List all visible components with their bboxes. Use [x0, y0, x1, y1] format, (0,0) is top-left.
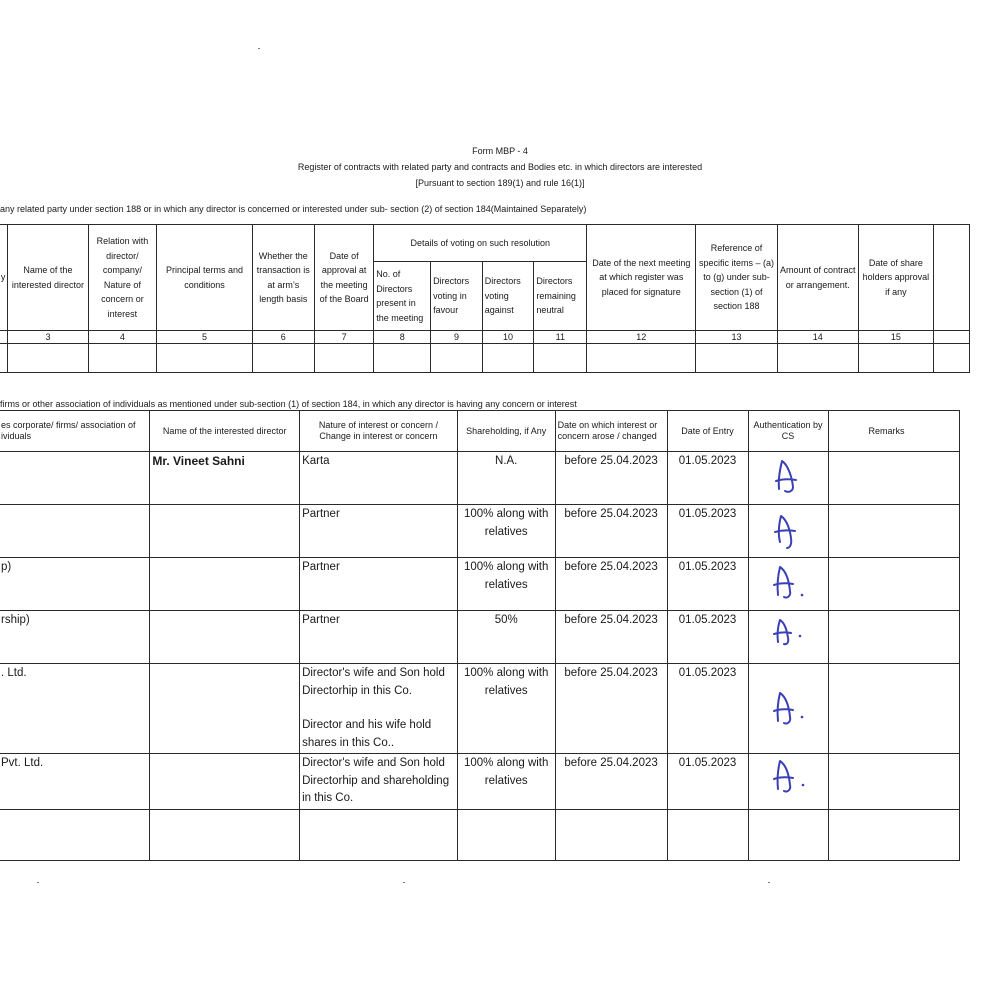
table-row: [0, 809, 960, 860]
entity-cell: [0, 505, 150, 558]
signature-icon: [768, 455, 808, 497]
nature-cell: Karta: [300, 452, 458, 505]
col-header-board-approval-date: Date of approval at the meeting of the Board: [314, 225, 373, 331]
col-header-entity: es corporate/ firms/ association of ividuals: [0, 411, 150, 452]
remarks-cell: [828, 664, 959, 754]
date-entry-cell: 01.05.2023: [667, 505, 748, 558]
nature-cell: Director's wife and Son hold Directorhip and shareholding in this Co.: [300, 754, 458, 810]
shareholding-cell: 100% along with relatives: [457, 505, 555, 558]
col-header-directors-present: No. of Directors present in the meeting: [374, 262, 431, 331]
scan-speck: [768, 882, 770, 883]
column-number: [0, 331, 8, 344]
nature-cell: Partner: [300, 558, 458, 611]
entity-cell: Pvt. Ltd.: [0, 754, 150, 810]
date-entry-cell: 01.05.2023: [667, 611, 748, 664]
director-cell: Mr. Vineet Sahni: [150, 452, 300, 505]
col-header-reference-items: Reference of specific items – (a) to (g) under sub-section (1) of section 188: [696, 225, 777, 331]
column-number: 5: [157, 331, 252, 344]
col-header-date-arose: Date on which interest or concern arose / changed: [555, 411, 667, 452]
column-number: 10: [482, 331, 534, 344]
scan-speck: [403, 882, 405, 883]
director-cell: [150, 505, 300, 558]
column-number: 6: [252, 331, 314, 344]
col-header-relation: Relation with director/ company/ Nature of concern or interest: [88, 225, 157, 331]
col-header-1: y: [0, 225, 8, 331]
signature-icon: [766, 757, 810, 799]
col-header-remaining-neutral: Directors remaining neutral: [534, 262, 587, 331]
table-row: [0, 611, 960, 664]
remarks-cell: [828, 558, 959, 611]
authentication-cell: [748, 558, 828, 611]
nature-cell: [300, 664, 458, 754]
table-row: [0, 558, 960, 611]
col-header-principal-terms: Principal terms and conditions: [157, 225, 252, 331]
date-entry-cell: 01.05.2023: [667, 558, 748, 611]
entity-cell: p): [0, 558, 150, 611]
nature-text: Director's wife and Son hold Directorhip in this Co.: [302, 667, 445, 697]
column-number: 8: [374, 331, 431, 344]
signature-icon: [766, 614, 810, 650]
col-header-shareholder-approval: Date of share holders approval if any: [858, 225, 933, 331]
nature-cell: Partner: [300, 505, 458, 558]
shareholding-cell: 100% along with relatives: [457, 754, 555, 810]
remarks-cell: [828, 754, 959, 810]
form-title: Form MBP - 4: [472, 146, 528, 156]
column-number-row: [0, 331, 970, 344]
part-b-caption: firms or other association of individuals as mentioned under sub-section (1) of section 184, in which any director is having any concern or interest: [0, 399, 577, 409]
entity-cell: rship): [0, 611, 150, 664]
shareholding-cell: N.A.: [457, 452, 555, 505]
col-header-interested-director: Name of the interested director: [8, 225, 88, 331]
authentication-cell: [748, 452, 828, 505]
authentication-cell: [748, 754, 828, 810]
date-arose-cell: before 25.04.2023: [555, 558, 667, 611]
shareholding-cell: 100% along with relatives: [457, 664, 555, 754]
col-header-next-meeting: Date of the next meeting at which register was placed for signature: [587, 225, 696, 331]
authentication-cell: [748, 611, 828, 664]
table-row: [0, 344, 970, 373]
col-header-voting-favour: Directors voting in favour: [431, 262, 483, 331]
table-header-row: [0, 225, 970, 262]
remarks-cell: [828, 611, 959, 664]
part-a-caption: any related party under section 188 or in which any director is concerned or interested under sub- section (2) of section 184(Maintained Separately): [0, 204, 587, 214]
column-number: 15: [858, 331, 933, 344]
nature-cell: Partner: [300, 611, 458, 664]
date-entry-cell: 01.05.2023: [667, 754, 748, 810]
shareholding-cell: 50%: [457, 611, 555, 664]
col-header-remarks: Remarks: [828, 411, 959, 452]
column-number: [934, 331, 970, 344]
signature-icon: [768, 508, 808, 550]
remarks-cell: [828, 452, 959, 505]
column-number: 14: [777, 331, 858, 344]
form-pursuant: [Pursuant to section 189(1) and rule 16(1)]: [415, 178, 585, 188]
col-header-amount: Amount of contract or arrangement.: [777, 225, 858, 331]
column-number: 13: [696, 331, 777, 344]
date-arose-cell: before 25.04.2023: [555, 754, 667, 810]
entity-cell: . Ltd.: [0, 664, 150, 754]
form-subtitle: Register of contracts with related party and contracts and Bodies etc. in which directors are interested: [297, 162, 703, 172]
signature-icon: [766, 667, 810, 737]
column-number: 7: [314, 331, 373, 344]
shareholding-cell: 100% along with relatives: [457, 558, 555, 611]
authentication-cell: [748, 505, 828, 558]
table-row: [0, 754, 960, 810]
date-arose-cell: before 25.04.2023: [555, 611, 667, 664]
remarks-cell: [828, 505, 959, 558]
director-cell: [150, 611, 300, 664]
entity-cell: [0, 452, 150, 505]
column-number: 4: [88, 331, 157, 344]
nature-text: Director and his wife hold shares in this Co..: [302, 719, 432, 749]
col-header-shareholding: Shareholding, if Any: [457, 411, 555, 452]
date-arose-cell: before 25.04.2023: [555, 452, 667, 505]
scan-speck: [258, 48, 260, 49]
column-number: 12: [587, 331, 696, 344]
column-number: 3: [8, 331, 88, 344]
col-header-nature-of-interest: Nature of interest or concern / Change in interest or concern: [300, 411, 458, 452]
table-header-row: [0, 411, 960, 452]
scan-speck: [37, 882, 39, 883]
date-entry-cell: 01.05.2023: [667, 452, 748, 505]
column-number: 9: [431, 331, 483, 344]
table-row: [0, 505, 960, 558]
col-header-blank: [934, 225, 970, 331]
col-header-arms-length: Whether the transaction is at arm’s length basis: [252, 225, 314, 331]
column-number: 11: [534, 331, 587, 344]
authentication-cell: [748, 664, 828, 754]
col-header-voting-details: Details of voting on such resolution: [374, 225, 587, 262]
director-cell: [150, 558, 300, 611]
date-entry-cell: 01.05.2023: [667, 664, 748, 754]
related-party-contracts-table: [0, 224, 970, 373]
col-header-voting-against: Directors voting against: [482, 262, 534, 331]
date-arose-cell: before 25.04.2023: [555, 505, 667, 558]
col-header-authentication: Authentication by CS: [748, 411, 828, 452]
signature-icon: [766, 561, 810, 603]
table-row: [0, 452, 960, 505]
col-header-date-of-entry: Date of Entry: [667, 411, 748, 452]
col-header-interested-director: Name of the interested director: [150, 411, 300, 452]
director-cell: [150, 754, 300, 810]
director-interest-register-table: [0, 410, 960, 861]
date-arose-cell: before 25.04.2023: [555, 664, 667, 754]
table-row: [0, 664, 960, 754]
director-cell: [150, 664, 300, 754]
